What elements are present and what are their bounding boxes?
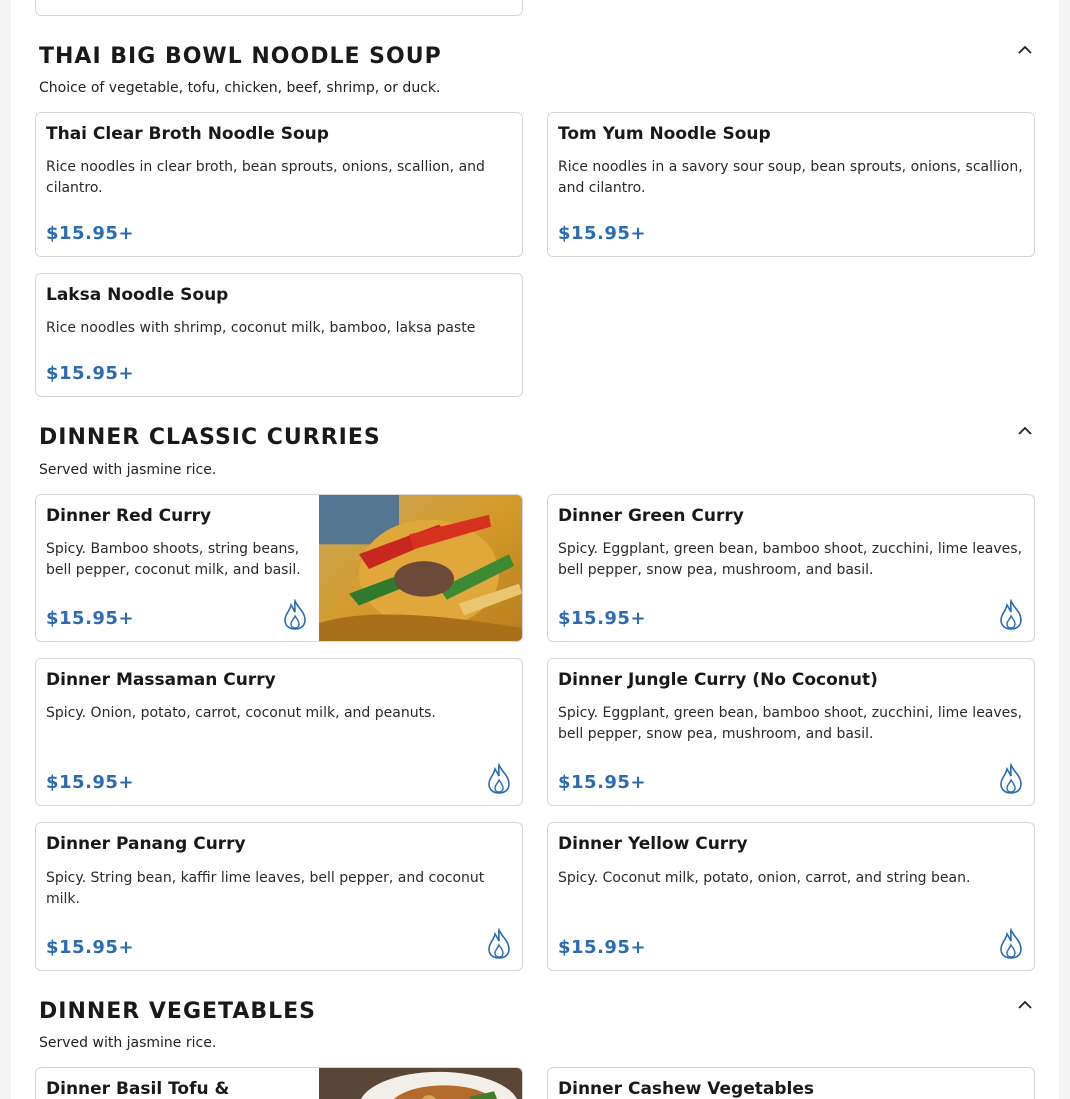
section-subtitle: Served with jasmine rice. bbox=[39, 1035, 217, 1051]
menu-item-card[interactable] bbox=[35, 112, 523, 257]
item-photo bbox=[319, 495, 522, 641]
item-price: $15.95+ bbox=[46, 608, 135, 629]
spicy-flame-icon bbox=[282, 599, 308, 631]
item-description: Spicy. String bean, kaffir lime leaves, bell pepper, and coconut milk. bbox=[46, 870, 485, 907]
item-price: $15.95+ bbox=[558, 223, 647, 244]
menu-item-card[interactable] bbox=[35, 822, 523, 971]
item-description: Spicy. Coconut milk, potato, onion, carrot, and string bean. bbox=[558, 870, 971, 886]
item-name: Thai Clear Broth Noodle Soup bbox=[46, 124, 329, 144]
item-name: Dinner Basil Tofu & bbox=[46, 1079, 230, 1099]
item-price: $15.95+ bbox=[558, 608, 647, 629]
item-description: Spicy. Bamboo shoots, string beans, bell pepper, coconut milk, and basil. bbox=[46, 541, 301, 578]
menu-item-card[interactable] bbox=[35, 273, 523, 397]
menu-item-card[interactable] bbox=[547, 822, 1035, 971]
section-title: DINNER CLASSIC CURRIES bbox=[39, 425, 381, 450]
spicy-flame-icon bbox=[998, 763, 1024, 795]
item-name: Tom Yum Noodle Soup bbox=[558, 124, 771, 144]
item-description: Spicy. Onion, potato, carrot, coconut milk, and peanuts. bbox=[46, 705, 436, 721]
item-price: $15.95+ bbox=[46, 223, 135, 244]
spicy-flame-icon bbox=[998, 599, 1024, 631]
item-name: Dinner Panang Curry bbox=[46, 834, 246, 854]
item-description: Spicy. Eggplant, green bean, bamboo shoot, zucchini, lime leaves, bell pepper, snow pea, mushroom, and basil. bbox=[558, 705, 1023, 742]
item-photo bbox=[319, 1068, 522, 1099]
item-description: Spicy. Eggplant, green bean, bamboo shoot, zucchini, lime leaves, bell pepper, snow pea, mushroom, and basil. bbox=[558, 541, 1023, 578]
item-name: Dinner Green Curry bbox=[558, 506, 744, 526]
chevron-up-icon[interactable] bbox=[1017, 44, 1033, 56]
menu-item-card[interactable] bbox=[547, 494, 1035, 642]
item-price: $15.95+ bbox=[46, 937, 135, 958]
menu-item-card[interactable] bbox=[547, 658, 1035, 806]
item-name: Dinner Jungle Curry (No Coconut) bbox=[558, 670, 878, 690]
section-title: THAI BIG BOWL NOODLE SOUP bbox=[39, 44, 442, 69]
menu-item-card[interactable] bbox=[35, 1067, 523, 1099]
menu-item-card[interactable] bbox=[547, 1067, 1035, 1099]
chevron-up-icon[interactable] bbox=[1017, 999, 1033, 1011]
section-subtitle: Served with jasmine rice. bbox=[39, 462, 217, 478]
menu-item-card-previous[interactable] bbox=[35, 0, 523, 16]
item-name: Dinner Cashew Vegetables bbox=[558, 1079, 814, 1099]
item-name: Dinner Massaman Curry bbox=[46, 670, 276, 690]
item-price: $15.95+ bbox=[558, 937, 647, 958]
item-name: Dinner Red Curry bbox=[46, 506, 212, 526]
menu-item-card[interactable] bbox=[547, 112, 1035, 257]
item-description: Rice noodles with shrimp, coconut milk, bamboo, laksa paste bbox=[46, 320, 476, 336]
item-price: $15.95+ bbox=[46, 772, 135, 793]
item-name: Laksa Noodle Soup bbox=[46, 285, 229, 305]
spicy-flame-icon bbox=[998, 928, 1024, 960]
section-title: DINNER VEGETABLES bbox=[39, 999, 317, 1024]
item-description: Rice noodles in a savory sour soup, bean sprouts, onions, scallion, and cilantro. bbox=[558, 159, 1023, 196]
item-price: $15.95+ bbox=[558, 772, 647, 793]
spicy-flame-icon bbox=[486, 763, 512, 795]
menu-item-card[interactable] bbox=[35, 494, 523, 642]
menu-page bbox=[11, 0, 1059, 1099]
spicy-flame-icon bbox=[486, 928, 512, 960]
menu-item-card[interactable] bbox=[35, 658, 523, 806]
chevron-up-icon[interactable] bbox=[1017, 425, 1033, 437]
section-subtitle: Choice of vegetable, tofu, chicken, beef, shrimp, or duck. bbox=[39, 80, 441, 96]
item-price: $15.95+ bbox=[46, 363, 135, 384]
item-name: Dinner Yellow Curry bbox=[558, 834, 748, 854]
item-description: Rice noodles in clear broth, bean sprouts, onions, scallion, and cilantro. bbox=[46, 159, 485, 196]
